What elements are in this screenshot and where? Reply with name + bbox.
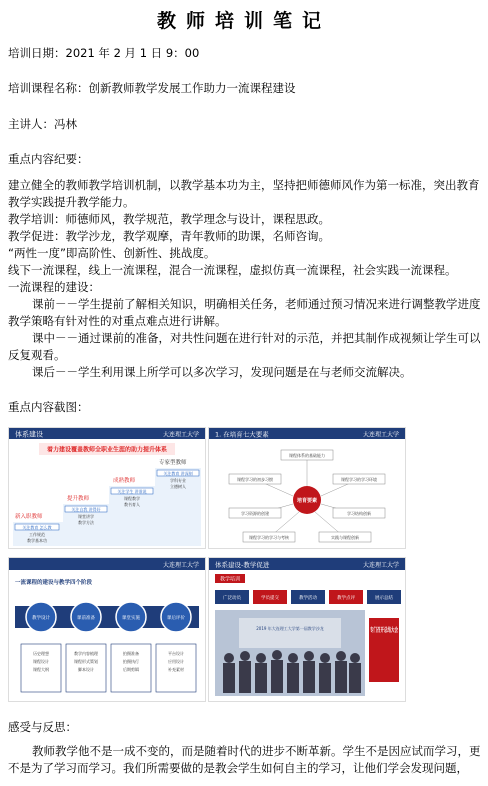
slide3-stage: 课后评价 — [167, 616, 185, 621]
slide2-header: 1. 在培育七大要素 — [215, 430, 269, 439]
slide2-logo: 大连理工大学 — [362, 431, 399, 439]
slide1-item: 教书育人 — [124, 502, 140, 507]
slide1-item: 学科专业 — [170, 478, 186, 483]
slide3-item: 课程形式策划 — [74, 659, 98, 664]
slide4-logo: 大连理工大学 — [362, 562, 399, 569]
slide4-step: 教学点评 — [337, 596, 355, 601]
slide3-item: 历史理想 — [33, 651, 49, 656]
slide1-item: 关注学生 讲准说 — [117, 488, 147, 494]
slide1-item: 课程教学 — [124, 496, 140, 501]
slide1-logo: 大连理工大学 — [162, 431, 199, 439]
slide3-item: 拍摄执行 — [123, 659, 139, 664]
photo-banner: 2019 年大连理工大学第一届教学沙龙 — [256, 626, 324, 631]
speaker: 主讲人：冯林 — [8, 117, 77, 131]
screenshot-heading: 重点内容截图： — [8, 400, 89, 414]
slide4-tag: 教学培训 — [219, 576, 241, 583]
slide3-stage: 教学设计 — [32, 616, 50, 621]
slide3-stage: 课堂实施 — [122, 616, 140, 621]
course-stage-paragraph: 课后－－学生利用课上所学可以多次学习，发现问题是在与老师交流解决。 — [32, 365, 412, 379]
summary-paragraph: 建立健全的教师教学培训机制，以教学基本功为主，坚持把师德师风作为第一标准，突出教育教学实践提升教学能力。 — [8, 178, 480, 209]
slide2-node: 课程学习的学习环境 — [341, 477, 377, 482]
reflection-text: 教师教学他不是一成不变的，而是随着时代的进步不断革新。学生不是因应试而学习，更不是为了学习而学习。我们所需要做的是教会学生如何自主的学习，让他们学会发现问题， — [8, 744, 481, 775]
slide1-item: 课堂讲学 — [78, 514, 94, 519]
slide3-item: 课程设计 — [33, 659, 49, 664]
slide4-step: 展示总结 — [375, 596, 393, 601]
slide3-item: 拍摄准备 — [123, 651, 139, 656]
slide3-item: 后期剪辑 — [123, 667, 139, 672]
slide3-item: 脚本设计 — [78, 667, 94, 672]
summary-paragraph: 一流课程的建设： — [8, 280, 100, 294]
slide1-col-head: 新入职教师 — [15, 514, 43, 520]
page-title: 教师培训笔记 — [156, 10, 331, 32]
slide1-item: 教学方法 — [78, 520, 94, 525]
slide1-col-head: 成熟教师 — [113, 478, 136, 484]
slide-teaching-promotion — [208, 557, 419, 702]
course-name: 培训课程名称：创新教师教学发展工作助力一流课程建设 — [8, 81, 296, 95]
slide1-col-head: 专家型教师 — [159, 460, 187, 466]
slide2-node: 课程体系的基础能力 — [289, 453, 325, 458]
slide1-item: 关注自我 讲得好 — [71, 506, 101, 512]
slide1-subtitle: 着力建设覆盖教师全职业生涯的助力提升体系 — [46, 446, 168, 454]
slide3-header: 一流课程的建设与教学四个阶段 — [15, 580, 93, 586]
slide2-center: 培育要素 — [296, 498, 318, 504]
slide2-node: 课程学习的学习与考核 — [249, 535, 289, 540]
slide-system-building — [8, 427, 206, 549]
reflection-heading: 感受与反思： — [8, 720, 77, 734]
slide3-item: 课程大纲 — [33, 667, 49, 672]
slide3-item: 应用设计 — [168, 659, 184, 664]
slide2-node: 课程学习的初步习惯 — [237, 477, 273, 482]
summary-paragraph: 教学促进：教学沙龙，教学观摩，青年教师的助课，名师咨询。 — [8, 229, 330, 243]
summary-paragraph: 教学培训：师德师风，教学规范，教学理念与设计，课程思政。 — [8, 212, 330, 226]
slide2-node: 学习结构创新 — [347, 511, 371, 516]
slide1-item: 教学基本功 — [27, 538, 47, 543]
slide3-item: 教学内容梳理 — [74, 651, 98, 656]
course-stage-paragraph: 课前－－学生提前了解相关知识，明确相关任务，老师通过预习情况来进行调整教学进度教学策略有针对性的对重点难点进行讲解。 — [8, 297, 481, 328]
summary-body — [8, 177, 482, 381]
slide1-col-head: 提升教师 — [67, 496, 90, 502]
slide4-step: 学员提交 — [261, 596, 279, 601]
course-stage-paragraph: 课中－－通过课前的准备，对共性问题在进行针对的示范，并把其制作成视频让学生可以反复观看。 — [8, 331, 481, 362]
summary-heading: 重点内容纪要： — [8, 152, 89, 166]
slide3-stage: 课前准备 — [77, 616, 95, 621]
slide1-item: 关注教育 讲深刻 — [163, 470, 193, 476]
slide2-node: 实践与课程创新 — [331, 535, 359, 540]
slide1-header: 体系建设 — [15, 430, 43, 439]
slide4-header: 体系建设-教学促进 — [215, 561, 270, 569]
slide2-node: 学习资源的创建 — [241, 511, 269, 516]
slide4-step: 广泛动员 — [223, 596, 241, 601]
slide-seven-elements — [208, 427, 406, 549]
training-date: 培训日期：2021 年 2 月 1 日 9：00 — [8, 46, 200, 60]
summary-paragraph: 线下一流课程，线上一流课程，混合一流课程，虚拟仿真一流课程，社会实践一流课程。 — [8, 263, 457, 277]
slide3-item: 平台设计 — [168, 651, 184, 656]
slide1-item: 立德树人 — [170, 484, 186, 489]
slide3-logo: 大连理工大学 — [162, 562, 199, 569]
slide-course-stages — [8, 557, 206, 702]
slide1-item: 关注教育 怎么教 — [22, 524, 52, 530]
slide3-item: 补充素材 — [168, 667, 184, 672]
slide4-step: 教学活动 — [299, 596, 317, 601]
summary-paragraph: “两性一度”即高阶性、创新性、挑战度。 — [8, 246, 216, 260]
slide1-item: 工作规范 — [29, 532, 45, 537]
slide4-side: 专门召开总结大会 — [370, 627, 419, 634]
